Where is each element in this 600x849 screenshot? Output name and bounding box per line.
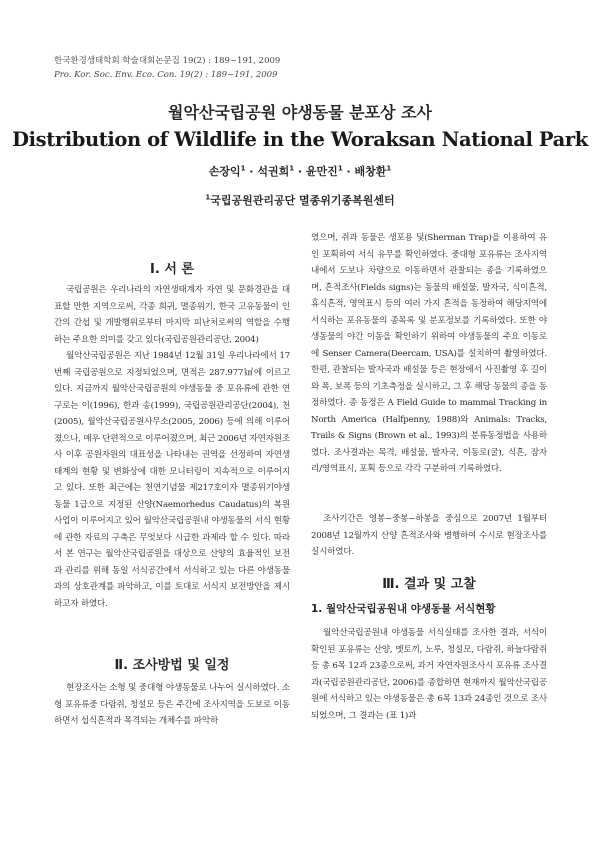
results-paragraph-1: 월악산국립공원내 야생동물 서식실태를 조사한 결과, 서식이 확인된 포유류는 산양, 멧토끼, 노루, 청설모, 다람쥐, 하늘다람쥐 등 총 6목 12과 23종으로써, 과거 자연자원조사시 포유류 조사결과(국립공원관리공단, 2006)를 종합하면 현재까지 월악산국립공원에 서식하고 있는 야생동물은 총 6목 13과 24종인 것으로 조사되었으며, 그 결과는 (표 1)과: [311, 628, 547, 721]
subsection-title-habitat: 1. 월악산국립공원내 야생동물 서식현황: [311, 603, 496, 615]
affiliation-mark: 1: [205, 193, 211, 202]
journal-citation-ko: 한국환경생태학회 학술대회논문집 19(2) : 189~191, 2009: [54, 56, 281, 66]
author-separator: ·: [294, 165, 306, 178]
method-paragraph-1: 현장조사는 소형 및 중대형 야생동물로 나누어 실시하였다. 소형 포유류중 다람쥐, 청설모 등은 주간에 조사지역을 도보로 이동하면서 섭식흔적과 목격되는 개체수를 파악하: [54, 683, 290, 726]
section-title-method: Ⅱ. 조사방법 및 일정: [114, 658, 230, 673]
author-separator: ·: [342, 165, 355, 178]
author-affil-mark: 1: [386, 164, 392, 173]
author-list: [0, 163, 600, 179]
author: 윤만진: [305, 165, 338, 178]
section-title-results: Ⅲ. 결과 및 고찰: [382, 577, 476, 592]
method-paragraph-2: 조사기간은 영봉~중봉~하봉을 중심으로 2007년 1월부터 2008년 12월까지 산양 흔적조사와 병행하여 수시로 현장조사를 실시하였다.: [311, 514, 547, 557]
author-affil-mark: 1: [240, 164, 246, 173]
journal-header: [54, 54, 354, 82]
intro-paragraph-1: 국립공원은 우리나라의 자연생태계자 자연 및 문화경관을 대표할 만한 지역으로써, 각종 희귀, 멸종위기, 한국 고유동물이 인간의 간섭 및 개발행위로부터 마지막 피난처로써의 역할을 수행하는 주요한 의미를 갖고 있다(국립공원관리공단, 2004): [54, 285, 290, 345]
section-title-intro: Ⅰ. 서 론: [150, 262, 194, 277]
affiliation-text: 국립공원관리공단 멸종위기종복원센터: [210, 194, 395, 207]
title-english: Distribution of Wildlife in the Woraksan National Park: [12, 128, 588, 151]
journal-citation-en: Pro. Kor. Soc. Env. Eco. Con. 19(2) : 189~191, 2009: [54, 70, 278, 80]
affiliation: [0, 192, 600, 208]
author-affil-mark: 1: [289, 164, 295, 173]
intro-paragraph-2: 월악산국립공원은 지난 1984년 12월 31일 우리나라에서 17번째 국립공원으로 지정되었으며, 면적은 287.977㎢에 이르고 있다. 지금까지 월악산국립공원의 야생동물 중 포유류에 관한 연구로는 이(1996), 한과 송(1999), 국립공원관리공단(2004), 천(2005), 월악산국립공원사무소(2005, 2006) 등에 의해 이루어졌으나, 매우 단편적으로 이루어졌으며, 최근 2006년 자연자원조사 이후 공원자원의 대표성을 나타내는 권역을 선정하여 자연생태계의 현황 및 변화상에 대한 모니터링이 지속적으로 이루어지고 있다. 또한 최근에는 천연기념물 제217호이자 멸종위기야생동물 1급으로 지정된 산양(Naemorhedus Caudatus)의 복원사업이 이루어지고 있어 월악산국립공원내 야생동물의 서식 현황에 관한 자료의 구축은 무엇보다 시급한 과제라 할 수 있다. 따라서 본 연구는 월악산국립공원을 대상으로 산양의 효율적인 보전과 관리를 위해 동일 서식공간에서 서식하고 있는 다른 야생동물과의 상호관계를 파악하고, 이를 토대로 서식지 보전방안을 제시하고자 하였다.: [54, 351, 290, 609]
author-affil-mark: 1: [337, 164, 343, 173]
author: 석권희: [257, 165, 290, 178]
author: 손장익: [208, 165, 241, 178]
method-paragraph-1-cont: 였으며, 쥐과 동물은 생포용 덫(Sherman Trap)을 이용하여 유인 포획하여 서식 유무를 확인하였다. 중대형 포유류는 조사지역내에서 도보나 차량으로 이동하면서 관찰되는 종을 기록하였으며, 흔적조사(Fields signs)는 동물의 배설물, 발자국, 식이흔적, 휴식흔적, 영역표시 등의 여러 가지 흔적을 동정하여 해당지역에 서식하는 포유동물의 종목록 및 분포정보를 기록하였다. 또한 야생동물의 야간 이동을 확인하기 위하여 야생동물의 주요 이동로에 Senser Camera(Deercam, USA)를 설치하여 촬영하였다. 한편, 관찰되는 발자국과 배설물 등은 현장에서 사진촬영 후 길이와 폭, 보폭 등의 기초측정을 실시하고, 그 후 해당 동물의 종을 동정하였다. 종 동정은 A Field Guide to mammal Tracking in North America (Halfpenny, 1988)와 Animals: Tracks, Trails & Signs (Brown et al., 1993)의 분류동정법을 사용하였다. 조사결과는 목격, 배설물, 발자국, 이동로(굴), 식흔, 잠자리/영역표시, 포획 등으로 각각 구분하여 기록하였다.: [311, 233, 547, 474]
title-korean: 월악산국립공원 야생동물 분포상 조사: [167, 103, 432, 122]
author: 배창환: [354, 165, 387, 178]
author-separator: ·: [245, 165, 258, 178]
